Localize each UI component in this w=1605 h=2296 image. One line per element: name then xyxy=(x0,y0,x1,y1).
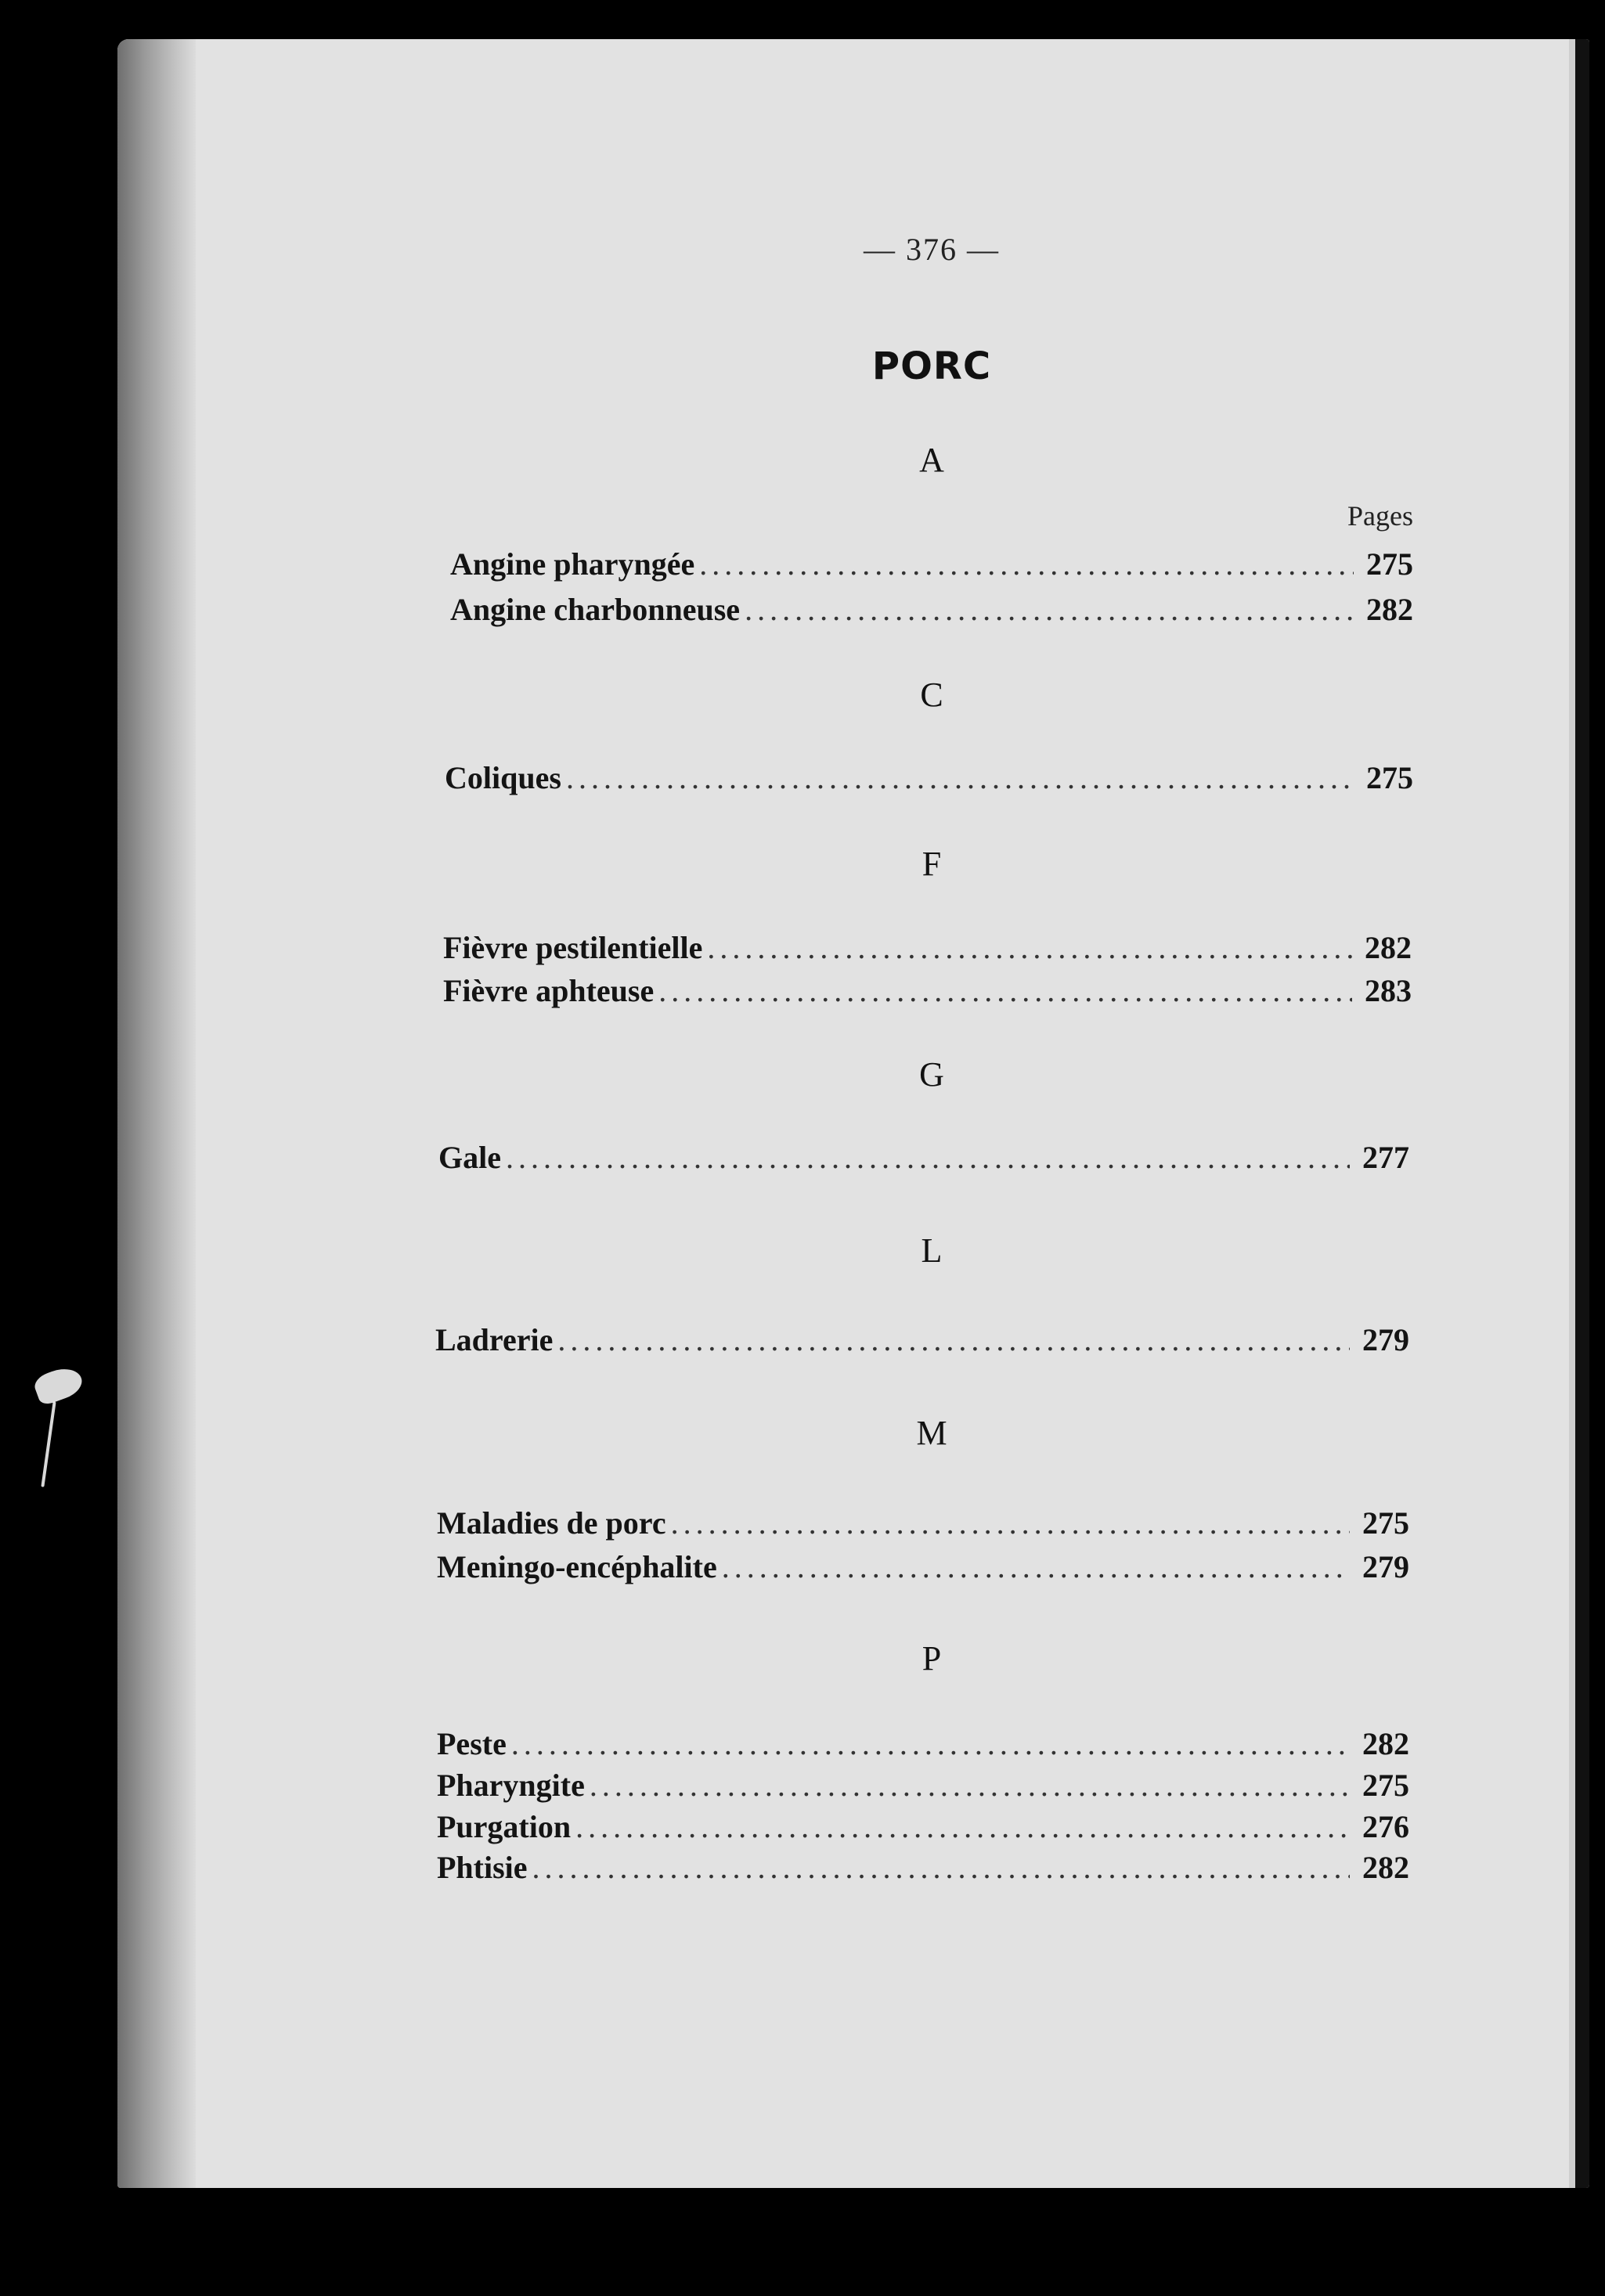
index-entry-page: 279 xyxy=(1362,1549,1409,1584)
index-entry-page: 275 xyxy=(1362,1505,1409,1541)
section-letter-g: G xyxy=(919,1055,944,1094)
index-title: PORC xyxy=(871,344,992,388)
section-letter-c: C xyxy=(920,676,943,714)
index-entry xyxy=(443,972,1412,1009)
index-entry-term: Phtisie xyxy=(437,1850,528,1885)
index-entry-page: 282 xyxy=(1366,592,1413,627)
leader-dots xyxy=(722,1548,1350,1585)
index-entry-page: 282 xyxy=(1362,1726,1409,1761)
index-entry xyxy=(437,1505,1409,1541)
leader-dots xyxy=(745,591,1354,628)
leader-dots xyxy=(557,1321,1350,1358)
pages-column-heading: Pages xyxy=(1347,500,1413,532)
index-entry-term: Peste xyxy=(437,1726,507,1761)
index-entry xyxy=(435,1321,1409,1358)
index-entry-term: Angine pharyngée xyxy=(450,546,695,582)
leader-dots xyxy=(699,546,1354,582)
leader-dots xyxy=(590,1767,1350,1804)
leader-dots xyxy=(511,1725,1350,1762)
leader-dots xyxy=(566,759,1354,796)
scan-artifact xyxy=(41,1401,56,1487)
index-entry-term: Ladrerie xyxy=(435,1322,554,1357)
section-letter-m: M xyxy=(916,1414,947,1452)
index-entry-page: 282 xyxy=(1365,930,1412,965)
index-entry xyxy=(445,759,1413,796)
index-entry xyxy=(437,1808,1409,1845)
index-entry-page: 279 xyxy=(1362,1322,1409,1357)
section-letter-l: L xyxy=(921,1231,943,1270)
index-entry xyxy=(438,1139,1409,1176)
index-entry xyxy=(450,591,1413,628)
scan-artifact xyxy=(31,1363,85,1407)
page-number-header: — 376 — xyxy=(864,232,1000,267)
index-entry xyxy=(443,929,1412,966)
leader-dots xyxy=(506,1139,1350,1176)
index-entry-page: 275 xyxy=(1366,546,1413,582)
index-entry-page: 283 xyxy=(1365,973,1412,1008)
index-entry-page: 275 xyxy=(1362,1768,1409,1803)
page-gutter-shadow xyxy=(117,39,196,2188)
index-entry xyxy=(437,1725,1409,1762)
leader-dots xyxy=(707,929,1352,966)
index-entry-term: Fièvre pestilentielle xyxy=(443,930,703,965)
page-right-edge xyxy=(1575,39,1589,2188)
section-letter-p: P xyxy=(922,1639,942,1678)
index-entry-page: 282 xyxy=(1362,1850,1409,1885)
index-entry-term: Maladies de porc xyxy=(437,1505,666,1541)
leader-dots xyxy=(658,972,1352,1009)
index-entry xyxy=(450,546,1413,582)
index-entry xyxy=(437,1849,1409,1886)
index-entry-term: Angine charbonneuse xyxy=(450,592,741,627)
section-letter-f: F xyxy=(922,845,942,883)
index-entry-term: Purgation xyxy=(437,1809,572,1844)
index-entry-term: Pharyngite xyxy=(437,1768,585,1803)
index-entry-page: 275 xyxy=(1366,760,1413,795)
index-entry xyxy=(437,1548,1409,1585)
index-entry-term: Fièvre aphteuse xyxy=(443,973,655,1008)
leader-dots xyxy=(575,1808,1350,1845)
index-entry-term: Coliques xyxy=(445,760,561,795)
leader-dots xyxy=(671,1505,1350,1541)
index-entry-term: Gale xyxy=(438,1140,501,1175)
index-entry-term: Meningo-encéphalite xyxy=(437,1549,717,1584)
leader-dots xyxy=(532,1849,1350,1886)
index-entry-page: 277 xyxy=(1362,1140,1409,1175)
index-entry xyxy=(437,1767,1409,1804)
section-letter-a: A xyxy=(919,441,944,479)
page-edge-highlight xyxy=(1569,39,1575,2188)
index-entry-page: 276 xyxy=(1362,1809,1409,1844)
